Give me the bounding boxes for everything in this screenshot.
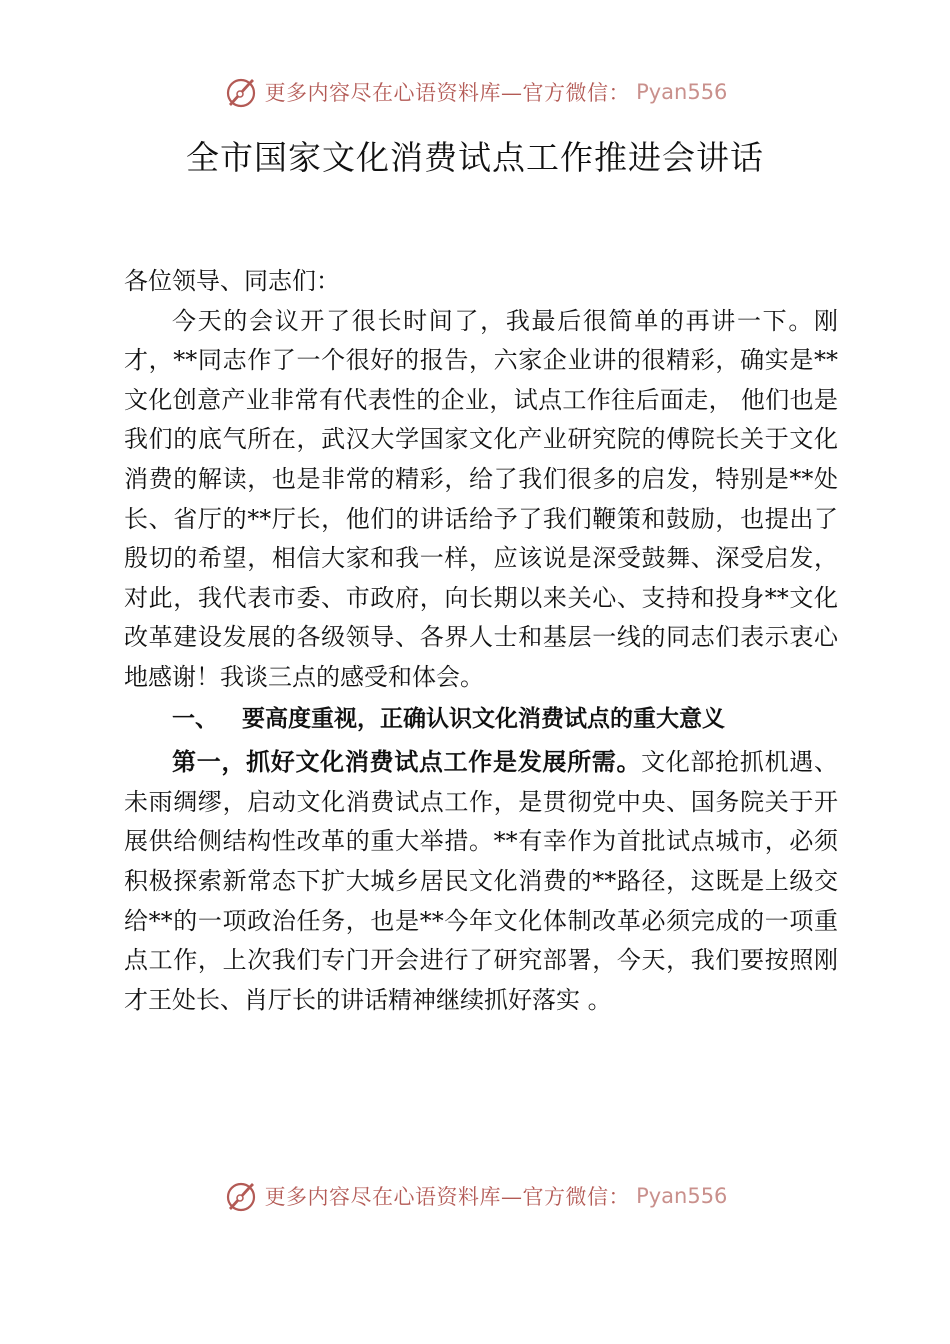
document-body	[124, 262, 838, 1020]
watermark-text: 更多内容尽在心语资料库—官方微信：	[264, 1185, 631, 1209]
fountain-pen-circle-icon	[223, 74, 259, 110]
salutation: 各位领导、同志们：	[124, 267, 340, 295]
paragraph-point-1	[124, 743, 838, 1020]
document-title: 全市国家文化消费试点工作推进会讲话	[186, 138, 764, 177]
section-heading-text: 要高度重视，正确认识文化消费试点的重大意义	[242, 705, 725, 732]
paragraph-opening: 今天的会议开了很长时间了，我最后很简单的再讲一下。刚才，**同志作了一个很好的报告，六家企业讲的很精彩，确实是**文化创意产业非常有代表性的企业，试点工作往后面走， 他们也是我们的底气所在，武汉大学国家文化产业研究院的傅院长关于文化消费的解读，也是非常的精彩，给了我们很多的启发，特别是**处长、省厅的**厅长，他们的讲话给予了我们鞭策和鼓励，也提出了殷切的希望，相信大家和我一样，应该说是深受鼓舞、深受启发，对此，我代表市委、市政府，向长期以来关心、支持和投身**文化改革建设发展的各级领导、各界人士和基层一线的同志们表示衷心地感谢！我谈三点的感受和体会。	[124, 306, 838, 691]
watermark-header	[0, 72, 950, 112]
watermark-account: Pyan556	[636, 80, 728, 104]
point-1-lead: 第一，抓好文化消费试点工作是发展所需。	[172, 748, 642, 777]
watermark-footer	[0, 1176, 950, 1216]
watermark-text: 更多内容尽在心语资料库—官方微信：	[264, 81, 631, 105]
fountain-pen-circle-icon	[223, 1178, 259, 1214]
section-heading-1	[124, 700, 838, 740]
watermark-account: Pyan556	[636, 1184, 728, 1208]
section-heading-number: 一、	[172, 705, 218, 732]
point-1-body: 文化部抢抓机遇、未雨绸缪，启动文化消费试点工作，是贯彻党中央、国务院关于开展供给侧结构性改革的重大举措。**有幸作为首批试点城市，必须积极探索新常态下扩大城乡居民文化消费的**路径，这既是上级交给**的一项政治任务，也是**今年文化体制改革必须完成的一项重点工作，上次我们专门开会进行了研究部署，今天，我们要按照刚才王处长、肖厅长的讲话精神继续抓好落实 。	[124, 748, 839, 1014]
